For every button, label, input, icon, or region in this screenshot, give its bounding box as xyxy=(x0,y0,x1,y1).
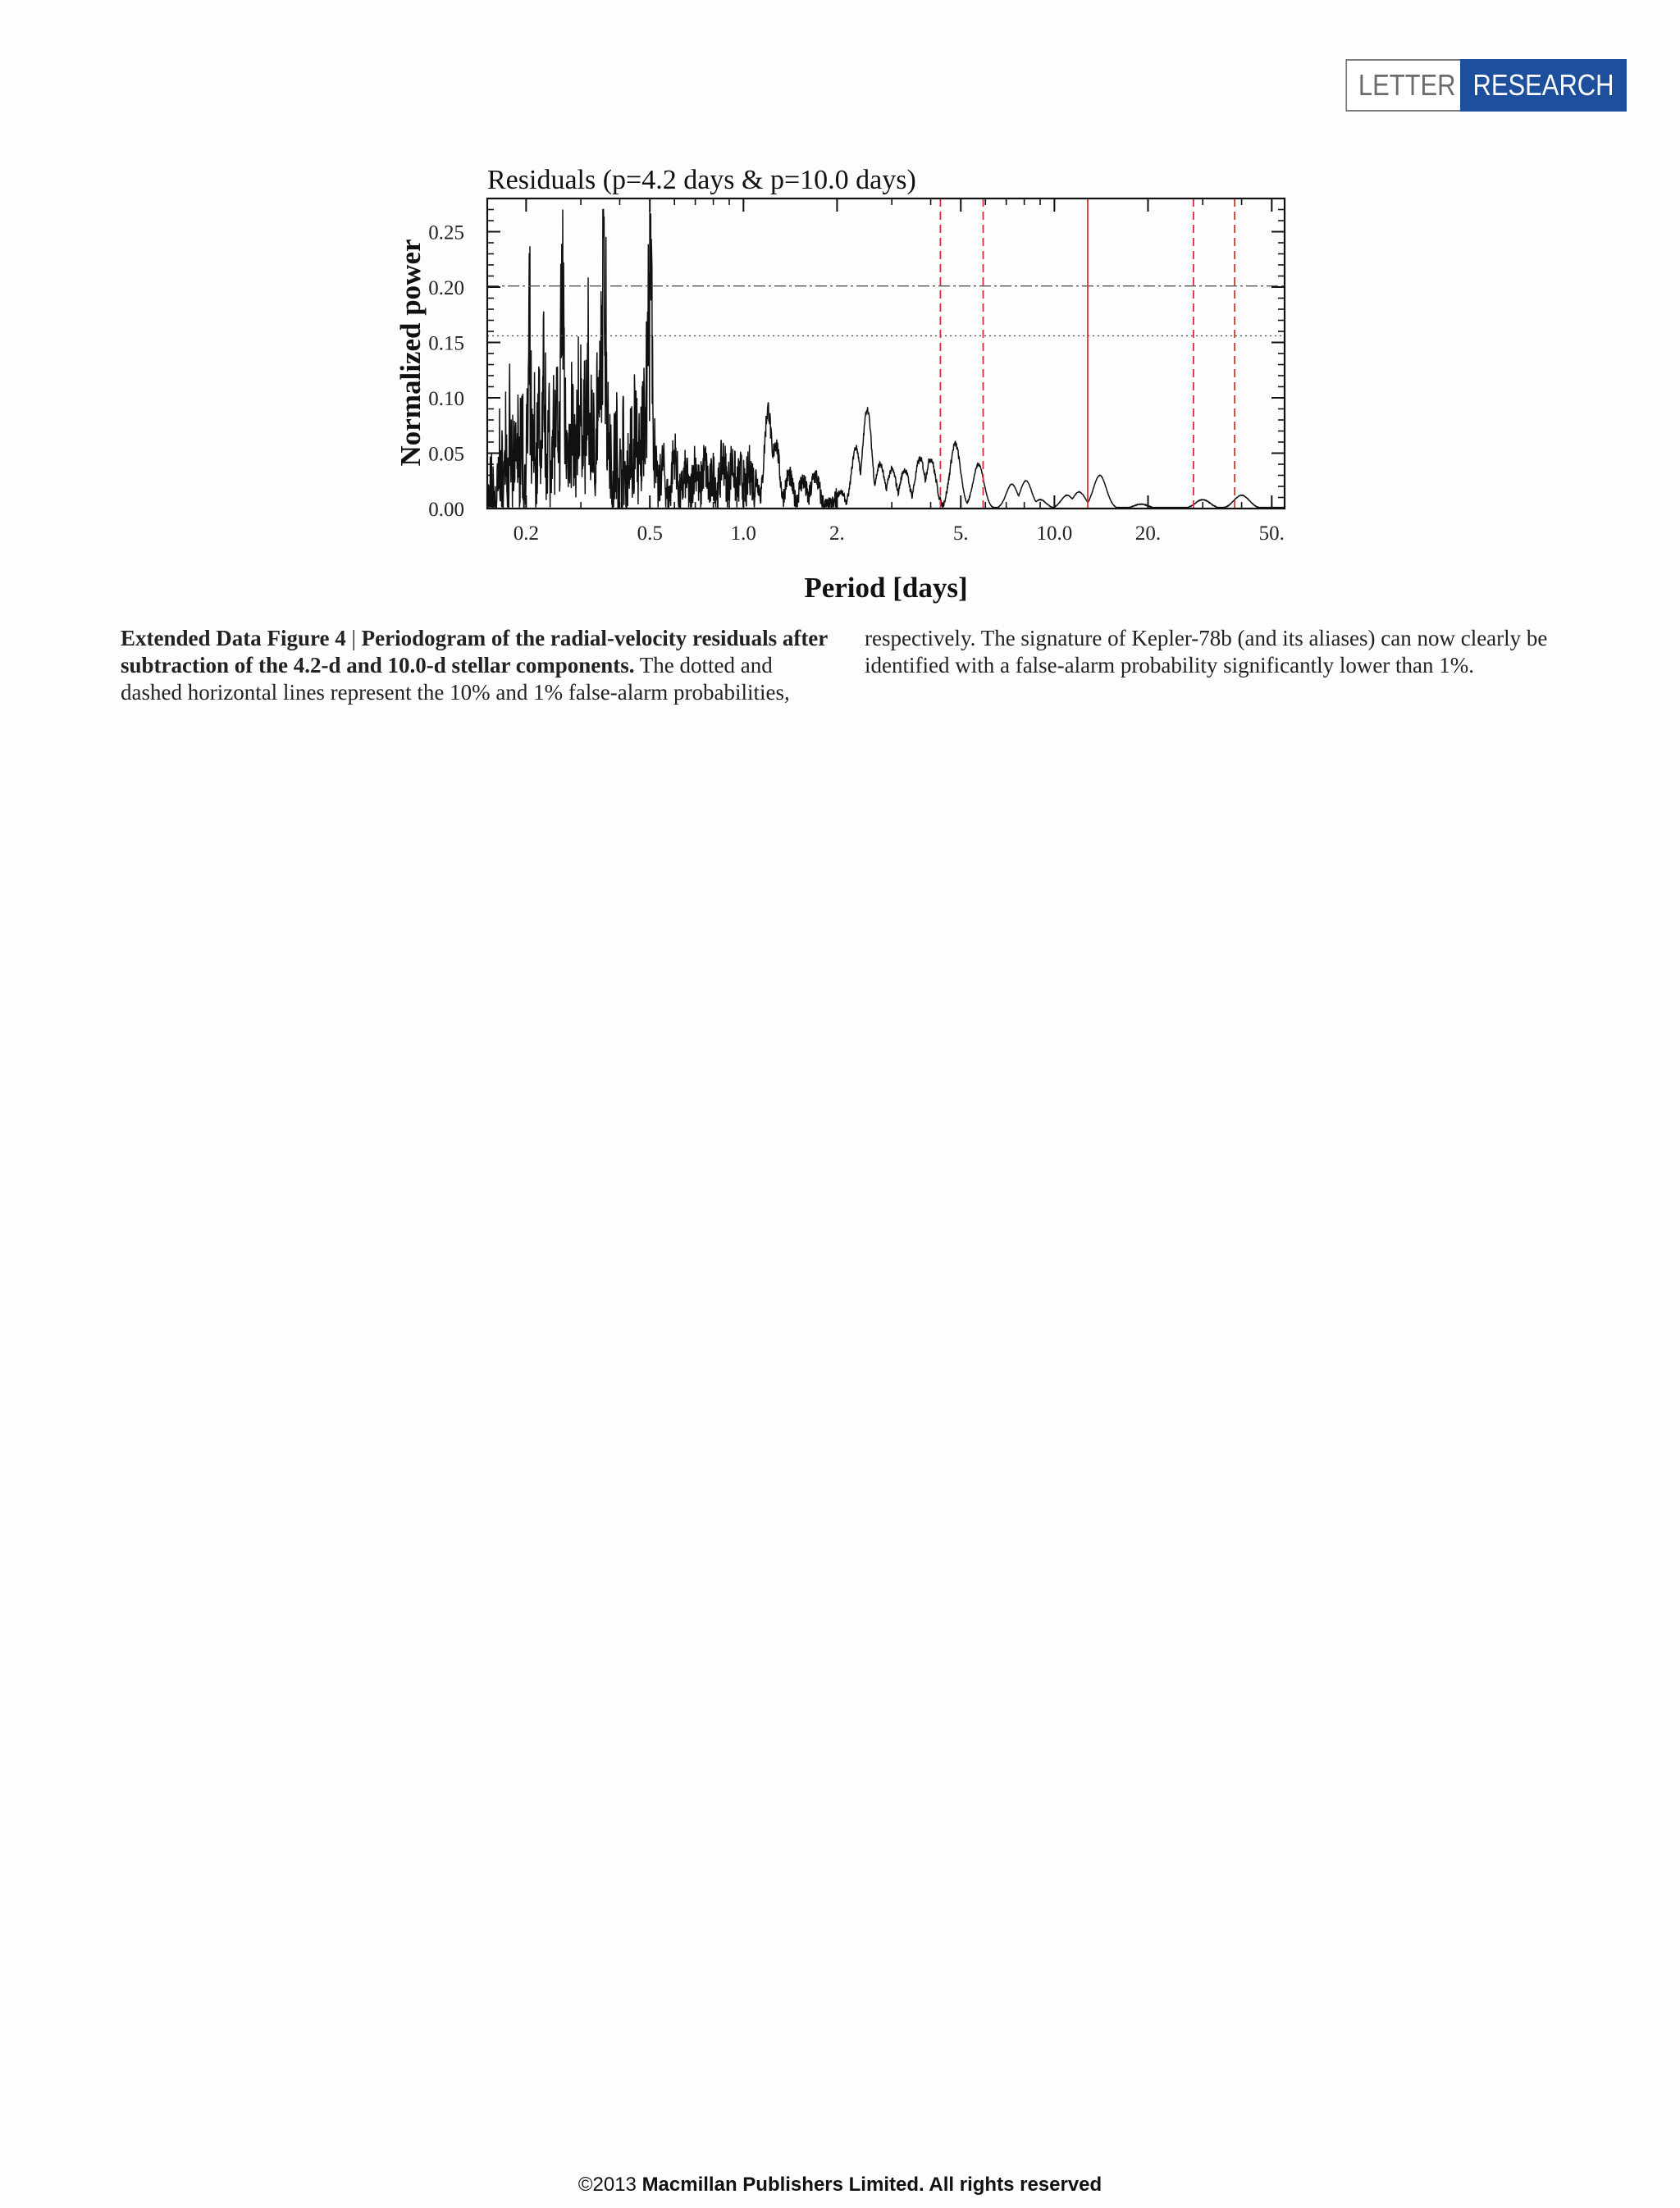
periodogram-curve xyxy=(487,210,1285,508)
x-tick-label: 2. xyxy=(829,522,845,545)
y-axis-label: Normalized power xyxy=(395,239,427,467)
chart-title: Residuals (p=4.2 days & p=10.0 days) xyxy=(487,165,916,195)
x-tick-label: 10.0 xyxy=(1036,522,1073,545)
x-tick-label: 5. xyxy=(952,522,969,545)
plot-area xyxy=(428,198,1285,545)
figure-bold-title: Periodogram of the radial-velocity residuals after subtraction of the 4.2-d and 10.0-d stellar components. xyxy=(121,626,828,677)
x-tick-label: 0.2 xyxy=(513,522,539,545)
y-tick-label: 0.20 xyxy=(428,277,464,299)
x-tick-label: 50. xyxy=(1258,522,1285,545)
caption-left-column xyxy=(121,625,834,706)
publisher-notice: Macmillan Publishers Limited. All rights reserved xyxy=(641,2174,1102,2196)
caption-right-column xyxy=(865,625,1578,679)
copyright-year: ©2013 xyxy=(578,2174,637,2196)
y-tick-label: 0.10 xyxy=(428,388,464,410)
research-label: RESEARCH xyxy=(1460,59,1627,112)
copyright-footer xyxy=(0,2174,1680,2197)
x-tick-label: 0.5 xyxy=(637,522,663,545)
figure-separator: | xyxy=(351,626,356,650)
figure-label: Extended Data Figure 4 xyxy=(121,626,346,650)
caption-right-body: respectively. The signature of Kepler-78b (and its aliases) can now clearly be identified with a false-alarm probability significantly lower than 1%. xyxy=(865,626,1548,677)
y-tick-label: 0.00 xyxy=(428,499,464,521)
x-tick-label: 20. xyxy=(1134,522,1162,545)
caption-left-body: The dotted and dashed horizontal lines represent the 10% and 1% false-alarm probabilities, xyxy=(121,653,790,705)
y-tick-label: 0.05 xyxy=(428,443,464,466)
periodogram-chart xyxy=(0,0,1680,623)
y-tick-label: 0.25 xyxy=(428,221,464,244)
letter-label: LETTER xyxy=(1345,59,1468,112)
y-tick-label: 0.15 xyxy=(428,332,464,355)
x-axis-label: Period [days] xyxy=(804,572,968,604)
x-tick-label: 1.0 xyxy=(730,522,756,545)
